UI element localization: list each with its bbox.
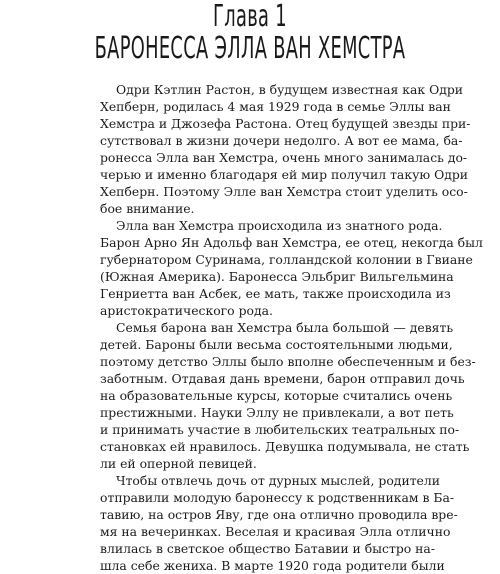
text-line: на образовательные курсы, которые считались очень [100, 388, 453, 403]
text-line: Хепберн, родилась 4 мая 1929 года в семье Эллы ван [100, 99, 451, 114]
text-line: (Южная Америка). Баронесса Эльбриг Вильгельмина [100, 269, 454, 284]
chapter-number: Глава 1 [213, 0, 287, 34]
text-line: бое внимание. [100, 201, 195, 216]
text-line: сутствовал в жизни дочери недолго. А вот ее мама, ба- [100, 133, 463, 148]
text-line: ли ей оперной певицей. [100, 456, 257, 471]
text-line: черью и именно благодаря ей мир получил такую Одри [100, 167, 469, 182]
text-line: престижными. Науки Эллу не привлекали, а вот петь [100, 405, 454, 420]
text-line: тавию, на остров Яву, где она отлично проводила вре- [100, 507, 458, 522]
text-line: становках ей нравилось. Девушка подумывала, не стать [100, 439, 470, 454]
chapter-body [100, 81, 483, 574]
text-line: аристократического рода. [100, 303, 273, 318]
text-line: заботным. Отдавая дань времени, барон отправил дочь [100, 371, 465, 386]
text-line: мя на вечеринках. Веселая и красивая Элла отлично [100, 524, 451, 539]
text-line: влилась в светское общество Батавии и быстро на- [100, 541, 436, 556]
text-line: Семья барона ван Хемстра была большой — девять [116, 320, 454, 335]
text-line: Одри Кэтлин Растон, в будущем известная как Одри [116, 82, 464, 97]
text-line: поэтому детство Эллы было вполне обеспеченным и без- [100, 354, 476, 369]
text-line: детей. Бароны были весьма состоятельными людьми, [100, 337, 453, 352]
text-line: Хемстра и Джозефа Растона. Отец будущей звезды при- [100, 116, 471, 131]
text-line: и принимать участие в любительских театральных по- [100, 422, 460, 437]
text-line: Генриетта ван Асбек, ее мать, также происходила из [100, 286, 451, 301]
text-line: отправили молодую баронессу к родственникам в Ба- [100, 490, 455, 505]
text-line: Чтобы отвлечь дочь от дурных мыслей, родители [116, 473, 441, 488]
text-line: Элла ван Хемстра происходила из знатного рода. [116, 218, 443, 233]
text-line: ронесса Элла ван Хемстра, очень много занималась до- [100, 150, 468, 165]
chapter-title: БАРОНЕССА ЭЛЛА ВАН ХЕМСТРА [94, 31, 406, 66]
paragraph [100, 217, 483, 319]
text-line: Барон Арно Ян Адольф ван Хемстра, ее отец, некогда был [100, 235, 483, 250]
text-line: губернатором Суринама, голландской колонии в Гвиане [100, 252, 473, 267]
text-line: Хепберн. Поэтому Элле ван Хемстра стоит уделить осо- [100, 184, 468, 199]
paragraph [100, 472, 458, 574]
text-line: шла себе жениха. В марте 1920 года родители были [100, 558, 445, 573]
paragraph [100, 81, 471, 217]
paragraph [100, 319, 476, 472]
